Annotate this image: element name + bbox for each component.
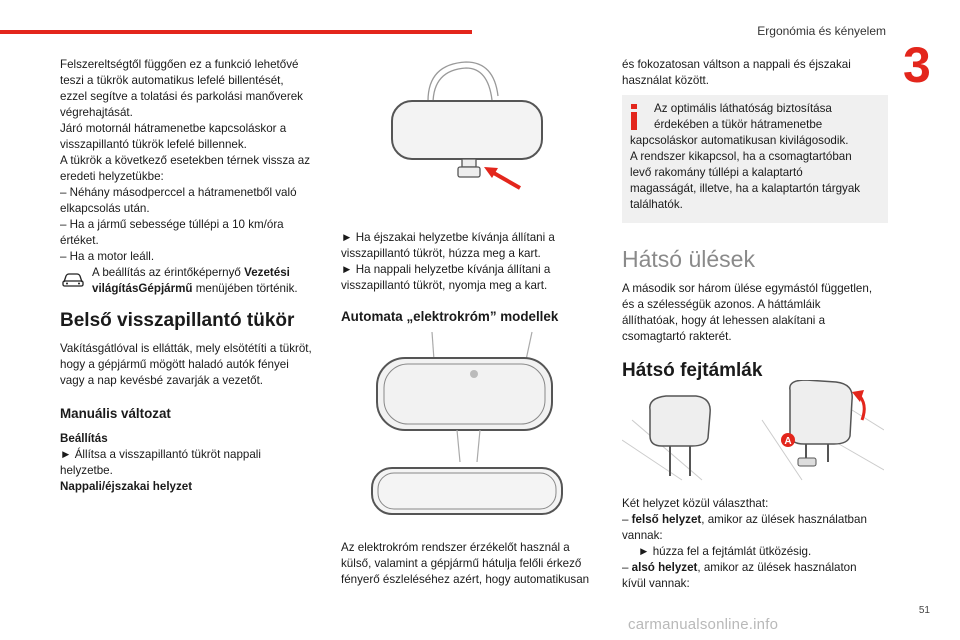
text-block: Az elektrokróm rendszer érzékelőt használ a külső, valamint a gépjármű hátulja felőli érkező fényerő észleléséhez azért, hogy automatikusan bbox=[341, 541, 590, 586]
column-2 bbox=[341, 230, 603, 586]
text-block: A második sor három ülése egymástól független, és a szélességük azonos. A háttámláik állíthatóak, hogy át lehessen alakítani a csomagtartó rakterét. bbox=[622, 282, 873, 343]
callout-a: A bbox=[784, 436, 792, 447]
watermark: carmanualsonline.info bbox=[628, 616, 779, 633]
section-title: Ergonómia és kényelem bbox=[757, 24, 886, 38]
headrest-illustration bbox=[622, 380, 884, 488]
text-block: és fokozatosan váltson a nappali és éjszakai használat között. bbox=[622, 58, 851, 87]
column-1 bbox=[60, 57, 328, 495]
car-settings-icon bbox=[60, 265, 86, 290]
manual-mirror-illustration bbox=[370, 56, 570, 196]
info-box: Az optimális láthatóság biztosítása érdekében a tükör hátramenetbe kapcsoláskor automatikusan kivilágosodik. A rendszer kikapcsol, ha a csomagtartóban levő rakomány túllépi a kalaptartó magasságát, illetve, ha a kalaptartón tárgyak találhatók. bbox=[622, 95, 888, 223]
heading-manual: Manuális változat bbox=[60, 406, 171, 421]
heading-inner-mirror: Belső visszapillantó tükör bbox=[60, 310, 295, 331]
text-block: Beállítás ► Állítsa a visszapillantó tükröt nappali helyzetbe. Nappali/éjszakai helyzet bbox=[60, 432, 261, 493]
text-block: Vakításgátlóval is ellátták, mely elsötétíti a tükröt, hogy a gépjármű mögött haladó autók fényei vagy a nap kevésbé zavarják a vezetőt. bbox=[60, 342, 312, 387]
electrochrome-mirror-illustration bbox=[362, 330, 582, 526]
header-red-bar bbox=[0, 30, 472, 34]
heading-electrochrome: Automata „elektrokróm” modellek bbox=[341, 309, 559, 324]
heading-rear-seats: Hátsó ülések bbox=[622, 246, 755, 272]
text-block: Felszereltségtől függően ez a funkció lehetővé teszi a tükrök automatikus lefelé billentését, ezzel segítve a tolatási és parkolási manőverek végrehajtását. Járó motornál hátramenetbe kapcsoláskor a visszapillantó tükrök lefelé billennek. A tükrök a következő esetekben térnek vissza az eredeti helyzetükbe: – Néhány másodperccel a hátramenetből való elkapcsolás után. – Ha a jármű sebessége túllépi a 10 km/óra értéket. – Ha a motor leáll. bbox=[60, 58, 311, 263]
page-number: 51 bbox=[918, 605, 930, 616]
info-icon bbox=[629, 104, 641, 130]
column-3 bbox=[622, 57, 888, 383]
heading-rear-headrests: Hátsó fejtámlák bbox=[622, 360, 763, 381]
column-3-lower bbox=[622, 496, 888, 592]
text-block: ► Ha éjszakai helyzetbe kívánja állítani a visszapillantó tükröt, húzza meg a kart. ► Ha nappali helyzetbe kívánja állítani a visszapillantó tükröt, nyomja meg a kart. bbox=[341, 231, 555, 292]
chapter-number: 3 bbox=[903, 37, 931, 93]
settings-note: A beállítás az érintőképernyő Vezetési világításGépjármű menüjében történik. bbox=[60, 265, 328, 297]
text-block: Két helyzet közül választhat: – felső helyzet, amikor az ülések használatban vannak: ► húzza fel a fejtámlát ütközésig. – alsó helyzet, amikor az ülések használaton kívül vannak: bbox=[622, 497, 867, 590]
